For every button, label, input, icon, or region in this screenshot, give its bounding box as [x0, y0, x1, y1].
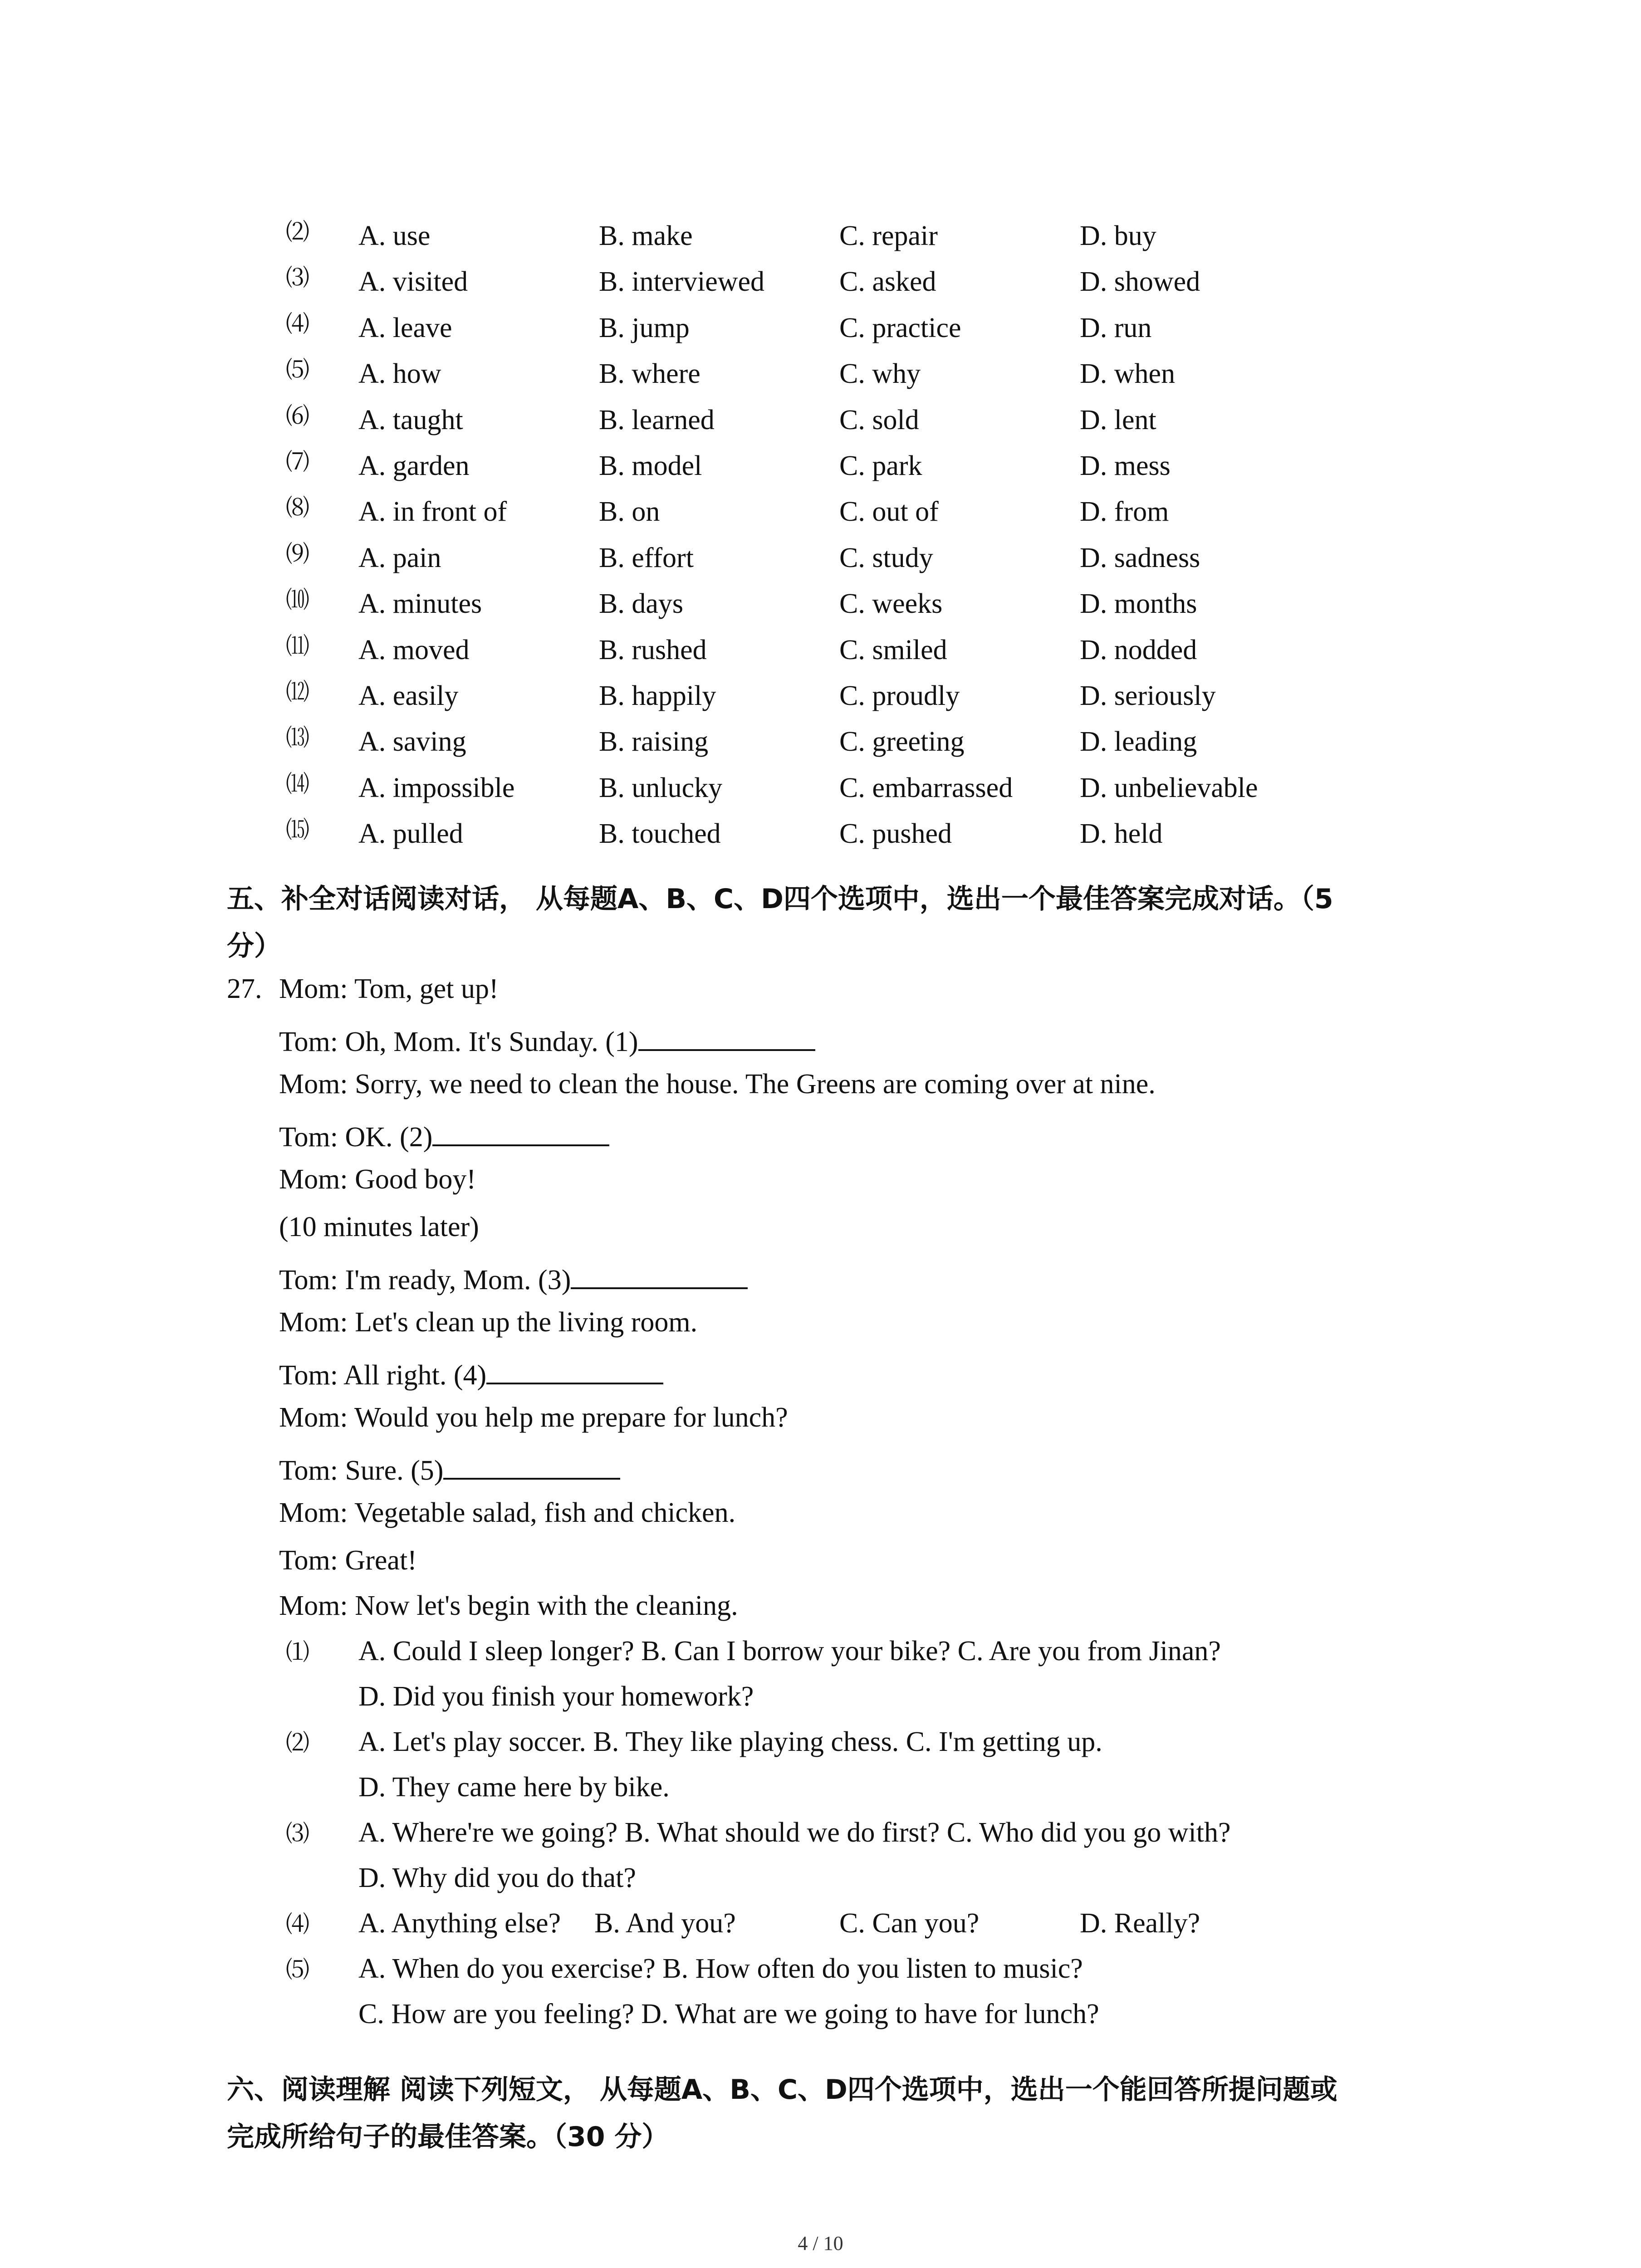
answer-options-line: A. Let's play soccer. B. They like playing chess. C. I'm getting up.	[358, 1726, 1102, 1757]
option-c: C. embarrassed	[839, 772, 1013, 803]
page-number: 4 / 10	[798, 2232, 843, 2254]
option-a: A. moved	[358, 634, 470, 665]
option-d: D. unbelievable	[1080, 772, 1258, 803]
item-number: ⑼	[286, 540, 310, 568]
answer-blank[interactable]	[432, 1118, 609, 1146]
option-b: B. effort	[599, 542, 694, 573]
answer-blank[interactable]	[443, 1452, 620, 1480]
option-d: D. nodded	[1080, 634, 1197, 665]
item-number: ⑹	[286, 402, 310, 430]
option-c: C. out of	[839, 496, 939, 528]
option-b: B. jump	[599, 312, 690, 343]
dialogue-line: (10 minutes later)	[279, 1212, 479, 1242]
item-number: ⑴	[286, 1639, 310, 1666]
option-a: A. saving	[358, 726, 466, 758]
option-a: A. taught	[358, 404, 463, 435]
option-a: A. pulled	[358, 818, 463, 850]
answer-options-line: C. How are you feeling? D. What are we going to have for lunch?	[358, 1999, 1099, 2029]
option-a: A. visited	[358, 266, 468, 298]
item-number: ⑺	[286, 448, 310, 476]
option-c: C. practice	[839, 312, 961, 343]
option-b: B. interviewed	[599, 266, 765, 298]
answer-blank[interactable]	[571, 1261, 748, 1289]
option-a: A. impossible	[358, 772, 515, 803]
item-number: ⒀	[286, 724, 310, 752]
item-number: ⑶	[286, 1820, 310, 1848]
option-c: C. why	[839, 358, 921, 390]
option-b: B. happily	[599, 680, 716, 711]
option-b: B. learned	[599, 404, 715, 435]
item-number: ⑷	[286, 1911, 310, 1938]
option-a: A. minutes	[358, 588, 482, 620]
answer-options-line: A. Where're we going? B. What should we do first? C. Who did you go with?	[358, 1817, 1231, 1848]
option-c: C. repair	[839, 220, 938, 251]
option-c: C. park	[839, 450, 922, 481]
option-b: B. model	[599, 450, 702, 481]
answer-options-line: A. Could I sleep longer? B. Can I borrow your bike? C. Are you from Jinan?	[358, 1636, 1221, 1667]
option-d: D. run	[1080, 312, 1152, 343]
option-d: D. Really?	[1080, 1908, 1200, 1939]
option-d: D. leading	[1080, 726, 1197, 758]
option-d: D. from	[1080, 496, 1169, 528]
option-b: B. where	[599, 358, 700, 390]
option-b: B. days	[599, 588, 683, 620]
item-number: ⑸	[286, 1956, 310, 1984]
option-d: D. months	[1080, 588, 1197, 620]
option-c: C. pushed	[839, 818, 952, 850]
item-number: ⑶	[286, 264, 310, 292]
section-heading-6	[227, 2066, 1461, 2160]
item-number: ⑷	[286, 310, 310, 338]
option-b: B. touched	[599, 818, 721, 850]
dialogue-line: Tom: Oh, Mom. It's Sunday. (1)	[279, 1023, 815, 1058]
option-d: D. when	[1080, 358, 1176, 390]
section-heading-line: 分）	[227, 930, 281, 962]
option-d: D. lent	[1080, 404, 1156, 435]
section-heading-line: 完成所给句子的最佳答案。（30 分）	[227, 2121, 669, 2153]
option-b: B. make	[599, 220, 693, 251]
option-a: A. garden	[358, 450, 470, 481]
option-a: A. pain	[358, 542, 441, 573]
option-b: B. rushed	[599, 634, 707, 665]
option-a: A. easily	[358, 680, 459, 711]
item-number: ⑾	[286, 632, 310, 660]
dialogue-line: Tom: All right. (4)	[279, 1356, 663, 1392]
option-d: D. seriously	[1080, 680, 1216, 711]
option-a: A. leave	[358, 312, 452, 343]
section-heading-line: 六、阅读理解 阅读下列短文， 从每题A、B、C、D四个选项中，选出一个能回答所提问题或	[227, 2074, 1337, 2106]
option-b: B. raising	[599, 726, 709, 758]
answer-options-line: D. They came here by bike.	[358, 1772, 670, 1803]
option-c: C. asked	[839, 266, 936, 298]
dialogue-line: Tom: Sure. (5)	[279, 1452, 620, 1487]
section-heading-line: 五、补全对话阅读对话， 从每题A、B、C、D四个选项中，选出一个最佳答案完成对话。（5	[227, 883, 1333, 915]
option-c: C. study	[839, 542, 933, 573]
option-c: C. Can you?	[839, 1908, 980, 1939]
dialogue-line: Tom: Great!	[279, 1545, 417, 1576]
dialogue-line: Tom: I'm ready, Mom. (3)	[279, 1261, 748, 1296]
answer-blank[interactable]	[486, 1356, 663, 1384]
option-c: C. sold	[839, 404, 919, 435]
dialogue-line: Tom: OK. (2)	[279, 1118, 609, 1154]
section-heading-5	[227, 875, 1461, 970]
option-d: D. held	[1080, 818, 1163, 850]
option-d: D. mess	[1080, 450, 1171, 481]
item-number: ⑵	[286, 1730, 310, 1757]
option-d: D. sadness	[1080, 542, 1200, 573]
answer-options-line: D. Why did you do that?	[358, 1862, 636, 1893]
option-b: B. And you?	[594, 1908, 736, 1939]
item-number: ⒁	[286, 770, 310, 798]
option-d: D. showed	[1080, 266, 1200, 298]
option-c: C. weeks	[839, 588, 943, 620]
item-number: ⒂	[286, 816, 310, 844]
question-number: 27.	[227, 973, 262, 1004]
option-b: B. unlucky	[599, 772, 723, 803]
option-c: C. proudly	[839, 680, 960, 711]
option-a: A. Anything else?	[358, 1908, 561, 1939]
item-number: ⑽	[286, 587, 310, 614]
option-a: A. use	[358, 220, 431, 251]
dialogue-line: Mom: Let's clean up the living room.	[279, 1307, 698, 1338]
dialogue-line: Mom: Sorry, we need to clean the house. The Greens are coming over at nine.	[279, 1069, 1156, 1100]
dialogue-line: Mom: Vegetable salad, fish and chicken.	[279, 1497, 736, 1528]
dialogue-line: Mom: Tom, get up!	[279, 973, 499, 1004]
option-d: D. buy	[1080, 220, 1156, 251]
dialogue-line: Mom: Good boy!	[279, 1164, 476, 1195]
dialogue-line: Mom: Would you help me prepare for lunch?	[279, 1402, 788, 1433]
answer-blank[interactable]	[638, 1023, 815, 1051]
answer-options-line: A. When do you exercise? B. How often do you listen to music?	[358, 1953, 1083, 1984]
answer-options-line: D. Did you finish your homework?	[358, 1681, 754, 1712]
item-number: ⑵	[286, 219, 310, 246]
option-c: C. greeting	[839, 726, 965, 758]
option-c: C. smiled	[839, 634, 947, 665]
option-b: B. on	[599, 496, 660, 528]
item-number: ⑸	[286, 357, 310, 384]
dialogue-line: Mom: Now let's begin with the cleaning.	[279, 1590, 738, 1621]
item-number: ⑻	[286, 494, 310, 522]
option-a: A. in front of	[358, 496, 507, 528]
item-number: ⑿	[286, 678, 310, 706]
option-a: A. how	[358, 358, 441, 390]
